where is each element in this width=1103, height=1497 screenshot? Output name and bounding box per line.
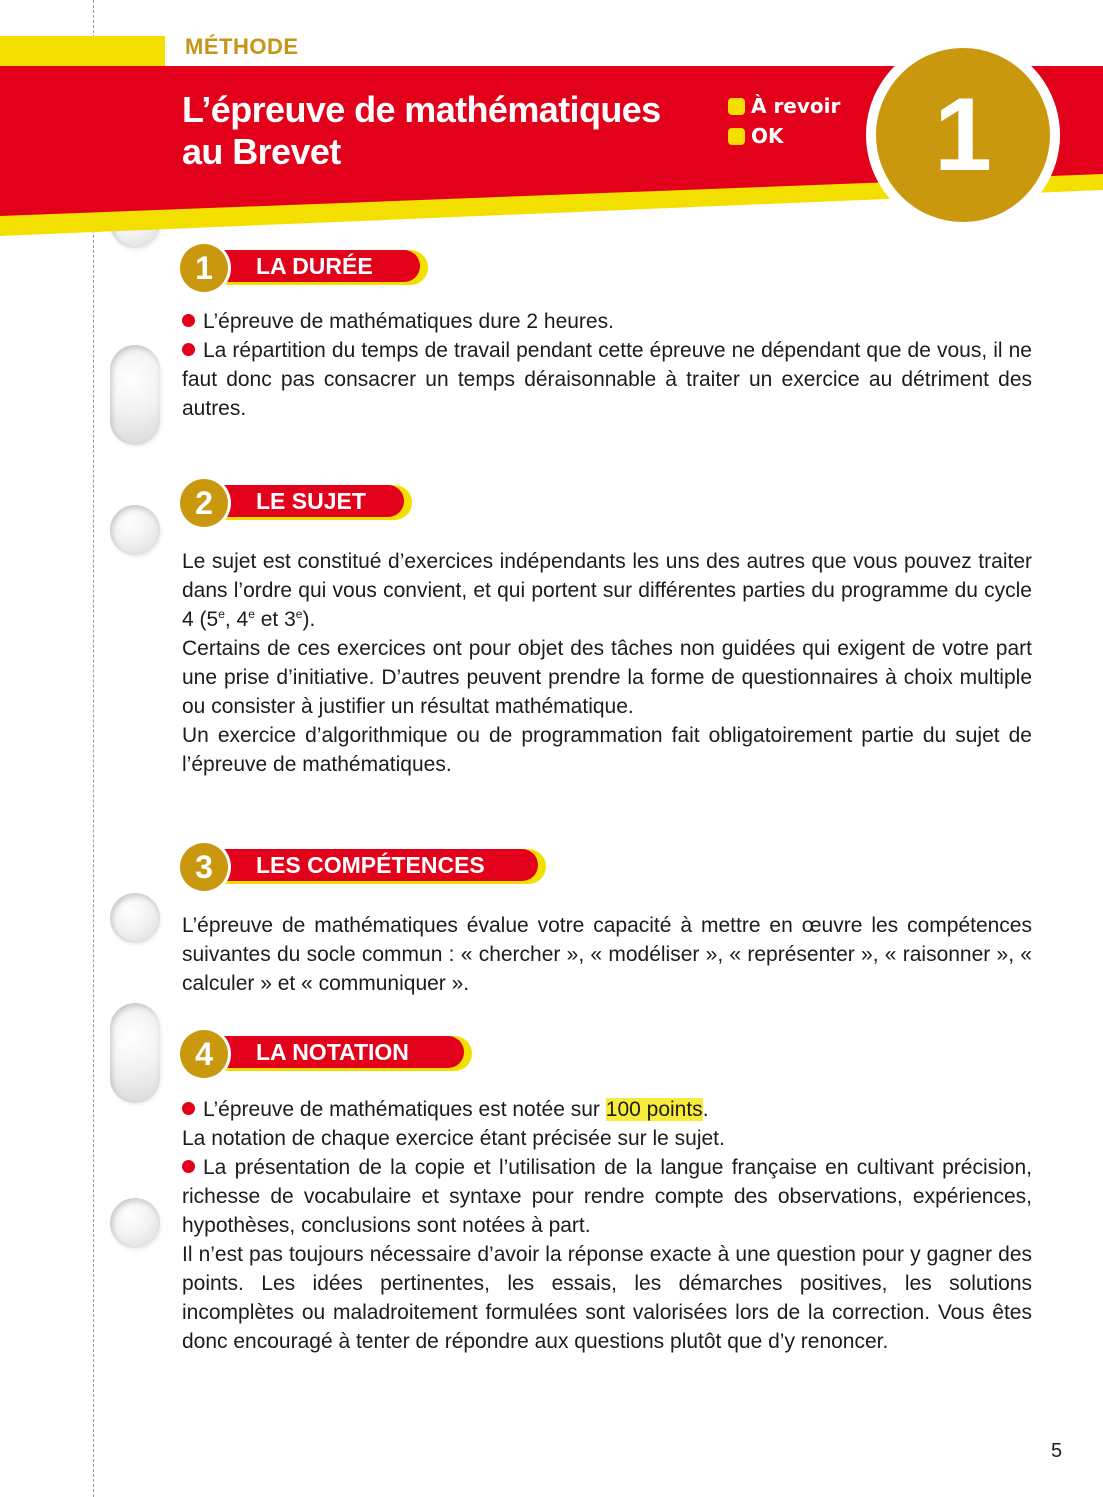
bullet-dot — [182, 1160, 195, 1173]
paragraph-text: La répartition du temps de travail pendant cette épreuve ne dépendant que de vous, il ne faut donc pas consacrer un temps déraisonnable à traiter un exercice au détriment des autres. — [182, 339, 1032, 420]
section-heading-1 — [180, 244, 430, 292]
page-title-line2: au Brevet — [182, 131, 341, 172]
paragraph: L’épreuve de mathématiques évalue votre capacité à mettre en œuvre les compétences suivantes du socle commun : « chercher », « modéliser », « représenter », « raisonner », « calculer » et « communiquer ». — [182, 914, 1032, 995]
bullet-dot — [182, 1102, 195, 1115]
text-run: , 4 — [224, 608, 249, 631]
paragraph: Il n’est pas toujours nécessaire d’avoir la réponse exacte à une question pour y gagner des points. Les idées pertinentes, les essais, les démarches positives, les solutions incomplètes ou maladroitement formulées sont valorisées lors de la correction. Vous êtes donc encouragé à tenter de répondre aux questions plutôt que d’y renoncer. — [182, 1243, 1032, 1353]
section-title: LA DURÉE — [256, 253, 373, 279]
chapter-number-badge: 1 — [876, 48, 1050, 222]
section-title: LES COMPÉTENCES — [256, 852, 485, 878]
bullet-paragraph — [182, 1095, 1032, 1124]
superscript: e — [218, 607, 225, 621]
binder-hole — [110, 1003, 160, 1103]
binder-hole — [110, 1198, 160, 1248]
paragraph: La notation de chaque exercice étant précisée sur le sujet. — [182, 1127, 725, 1150]
binder-hole — [110, 345, 160, 445]
section-number: 1 — [180, 244, 228, 292]
section-heading-2 — [180, 479, 415, 527]
binder-hole — [110, 893, 160, 943]
section-title: LE SUJET — [256, 488, 366, 514]
section-number: 4 — [180, 1030, 228, 1078]
bullet-paragraph — [182, 1153, 1032, 1240]
paragraph-text: La présentation de la copie et l’utilisation de la langue française en cultivant précision, richesse de vocabulaire et syntaxe pour rendre compte des observations, expériences, hypothèses, conclusions sont notées à part. — [182, 1156, 1032, 1237]
bullet-dot — [182, 343, 195, 356]
section-heading-3 — [180, 843, 550, 891]
section-number: 3 — [180, 843, 228, 891]
check-revoir[interactable] — [728, 94, 840, 118]
section-title: LA NOTATION — [256, 1039, 409, 1065]
review-checklist — [728, 94, 840, 148]
text-run: L’épreuve de mathématiques est notée sur — [203, 1098, 606, 1121]
check-ok-label: OK — [751, 124, 784, 148]
paragraph: Certains de ces exercices ont pour objet des tâches non guidées qui exigent de votre part une prise d’initiative. D’autres peuvent prendre la forme de questionnaires à choix multiple ou consister à justifier un résultat mathématique. — [182, 637, 1032, 718]
checkbox-ok[interactable] — [728, 128, 745, 145]
section-4-body — [182, 1095, 1032, 1356]
check-ok[interactable] — [728, 124, 840, 148]
section-heading-4 — [180, 1030, 475, 1078]
header-yellow-strip — [0, 36, 165, 66]
highlighted-text: 100 points — [605, 1098, 703, 1121]
checkbox-revoir[interactable] — [728, 98, 745, 115]
check-revoir-label: À revoir — [751, 94, 841, 118]
paragraph-text: L’épreuve de mathématiques dure 2 heures. — [203, 310, 614, 333]
text-run: Le sujet est constitué d’exercices indépendants les uns des autres que vous pouvez traiter dans l’ordre qui vous convient, et qui portent sur différentes parties du programme du cycle 4 (5 — [182, 550, 1032, 631]
binder-hole — [110, 505, 160, 555]
bullet-paragraph — [182, 307, 1032, 336]
section-2-body — [182, 547, 1032, 779]
page-title — [182, 89, 661, 173]
section-1-body — [182, 307, 1032, 423]
section-number: 2 — [180, 479, 228, 527]
text-run: ). — [302, 608, 316, 631]
superscript: e — [248, 607, 255, 621]
page-number: 5 — [1051, 1440, 1063, 1462]
bullet-paragraph — [182, 336, 1032, 423]
section-3-body — [182, 911, 1032, 998]
paragraph: Un exercice d’algorithmique ou de programmation fait obligatoirement partie du sujet de l’épreuve de mathématiques. — [182, 724, 1032, 776]
superscript: e — [295, 607, 303, 621]
text-run: et 3 — [254, 608, 296, 631]
paragraph — [182, 547, 1032, 634]
category-label: MÉTHODE — [185, 34, 299, 59]
page-title-line1: L’épreuve de mathématiques — [182, 89, 661, 130]
text-run: . — [702, 1098, 709, 1121]
bullet-dot — [182, 314, 195, 327]
